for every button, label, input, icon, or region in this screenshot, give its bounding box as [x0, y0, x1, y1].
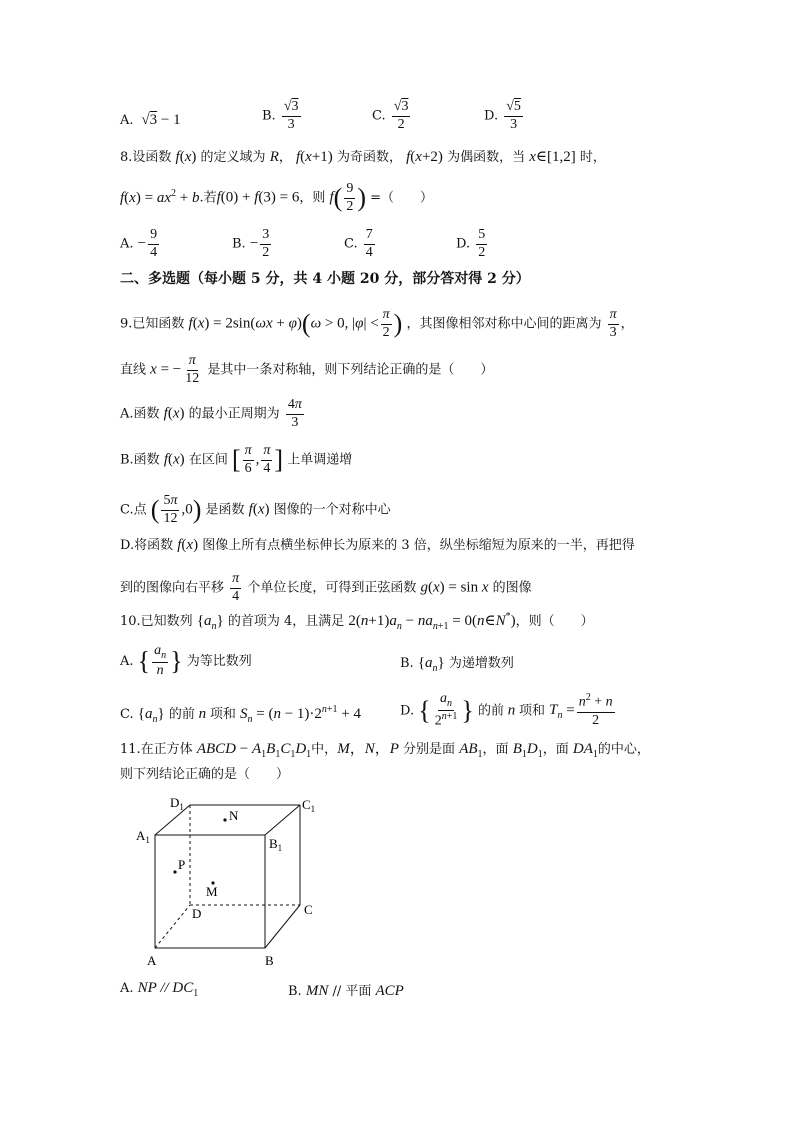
q10-text: ，则（ ）: [515, 614, 594, 629]
math-frac: $\frac{√3}{3}$: [283, 99, 299, 132]
math: f(x): [163, 405, 185, 422]
q10-option-b: [400, 652, 514, 674]
math: f: [329, 189, 334, 206]
q9-text: 9.已知函数: [120, 316, 185, 332]
point-n: [223, 818, 226, 821]
math: √3 − 1: [137, 112, 181, 128]
math: $AB_1$: [459, 741, 483, 760]
q9-line-1: 9.已知函数 f(x) = 2sin(ωx + φ)(ω > 0, |φ| < $\frac{\pi}{2}$ ) ，其图像相邻对称中心间的距离为 $\frac{\pi}{3}$ ，: [120, 307, 634, 340]
q11-text: ，面: [542, 742, 569, 757]
q9-option-a: [120, 398, 306, 430]
option-letter: A.: [120, 653, 134, 669]
math: ): [192, 495, 202, 525]
math-frac: $\frac{\pi}{4}$: [232, 571, 240, 604]
math: n: [504, 702, 519, 719]
math: M，N，P: [337, 741, 399, 757]
q8-text: ，则: [299, 190, 326, 206]
math: x: [184, 149, 192, 165]
math: $\{a_n\}$: [417, 655, 445, 674]
math-frac: $\frac{\pi}{4}$: [263, 443, 271, 476]
q9-line-2: [120, 354, 493, 386]
math: $T_n$ =: [549, 702, 575, 722]
q9-text: 是函数: [205, 502, 245, 518]
math: ): [357, 183, 367, 213]
label-p: P: [178, 857, 186, 872]
math: }: [170, 646, 183, 676]
q11-text: 的中心，: [597, 742, 650, 757]
point-p: [173, 870, 176, 873]
q7-option-a: [120, 112, 181, 129]
q10-text: 项和: [519, 703, 546, 719]
option-letter: A.: [120, 981, 134, 996]
option-letter: A.: [120, 236, 134, 252]
math: $2(n+1)a_n - na_{n+1}$ = 0(n∈N*): [348, 611, 516, 632]
math: $B_1D_1$: [512, 741, 543, 760]
math: (: [333, 183, 343, 213]
math: $\{a_n\}$: [137, 706, 165, 725]
q9-text: 图像的一个对称中心: [273, 502, 391, 518]
label-a1: $A_1$: [136, 828, 150, 845]
q9-option-c: [120, 494, 391, 526]
q9-text: 图像上所有点横坐标伸长为原来的 3 倍，纵坐标缩短为原来的一半，再把得: [202, 538, 635, 553]
q8-text: 为偶函数，当: [447, 150, 526, 165]
math: n: [194, 706, 210, 722]
math-frac: $\frac{a_n}{2^{n+1}}$: [434, 691, 458, 729]
option-letter: B.: [232, 236, 246, 252]
math-frac: $\frac{7}{4}$: [365, 227, 373, 260]
q10-text: 为递增数列: [448, 656, 514, 671]
edge-ad-hidden: [155, 905, 190, 948]
option-letter: B.: [400, 656, 414, 671]
q11-line-2: 则下列结论正确的是（ ）: [120, 767, 290, 782]
q11-option-b: [288, 980, 404, 1000]
math: $\{a_n\}$: [196, 613, 224, 632]
q9-text: 到的图像向右平移: [120, 580, 225, 596]
math: R: [269, 149, 279, 165]
math: (: [150, 495, 160, 525]
q9-text: A.函数: [120, 406, 160, 422]
option-letter: C.: [344, 236, 358, 252]
label-b: B: [265, 953, 274, 968]
q11-text: ，面: [482, 742, 509, 757]
math: $f(x) = ax^2 + b$: [120, 187, 200, 206]
q11-line-1: [120, 742, 650, 760]
math: x∈[1,2]: [529, 149, 576, 165]
math: −: [137, 235, 147, 252]
q10-text: 项和: [209, 707, 236, 722]
q10-text: 10.已知数列: [120, 614, 193, 629]
q8-option-a: [120, 228, 161, 260]
label-c: C: [304, 902, 313, 917]
math: (: [179, 149, 185, 165]
q9-option-d-line-1: [120, 538, 635, 553]
q11-text: // 平面: [332, 984, 372, 999]
q9-text: 个单位长度，可得到正弦函数: [247, 580, 417, 596]
q8-line-1: 8.设函数 f(x) 的定义域为 R， f(x+1) 为奇函数， f(x+2) 为偶函数，当 x∈[1,2] 时，: [120, 149, 606, 165]
math-frac: $\frac{\pi}{12}$: [185, 353, 200, 386]
q9-text: 是其中一条对称轴，则下列结论正确的是（ ）: [207, 362, 494, 378]
label-a: A: [147, 953, 157, 968]
q9-text: 的最小正周期为: [188, 406, 280, 422]
q10-line-1: [120, 612, 594, 632]
q8-text: .若: [199, 190, 217, 206]
label-m: M: [206, 884, 218, 899]
q8-text: 为奇函数，: [336, 150, 402, 165]
option-letter: B.: [262, 108, 276, 124]
q9-text: 直线: [120, 362, 147, 378]
math-frac: $\frac{5\pi}{12}$: [163, 493, 178, 526]
option-letter: C.: [120, 707, 134, 722]
math: ): [191, 149, 197, 165]
math: f(x): [163, 451, 185, 468]
q10-text: 为等比数列: [186, 653, 252, 669]
section-heading: 二、多选题（每小题 5 分，共 4 小题 20 分，部分答对得 2 分）: [120, 271, 530, 287]
math-frac: $\frac{n^2 + n}{2}$: [578, 692, 613, 728]
math: ,: [255, 451, 260, 468]
math: {: [418, 695, 431, 725]
q9-text: ，其图像相邻对称中心间的距离为: [406, 316, 602, 332]
q10-text: 的前: [477, 703, 504, 719]
math-frac: $\frac{\pi}{2}$: [382, 307, 390, 340]
math: ): [393, 309, 403, 339]
q11-text: 分别是面: [403, 742, 456, 757]
option-letter: D.: [484, 108, 499, 124]
option-letter: D.: [400, 703, 415, 719]
q10-option-a: [120, 644, 252, 679]
q10-option-d: [400, 692, 617, 730]
label-d: D: [192, 906, 202, 921]
q9-text: D.将函数: [120, 538, 174, 553]
math: [: [231, 445, 241, 475]
math: (: [301, 309, 311, 339]
math: f: [296, 149, 301, 165]
math: f(0) + f(3) = 6: [216, 189, 300, 206]
q9-text: B.函数: [120, 452, 160, 468]
math-frac: $\frac{a_n}{n}$: [154, 643, 167, 679]
math: ω > 0, |φ| <: [310, 315, 379, 332]
cube-figure: [130, 790, 330, 970]
q10-option-c: [120, 703, 361, 725]
q8-option-d: [456, 228, 489, 260]
math: NP // $DC_1$: [137, 980, 199, 999]
q11-option-a: [120, 980, 198, 999]
math: f(x) = 2sin(ωx + φ): [188, 315, 302, 332]
math: {: [137, 646, 151, 676]
q9-option-d-line-2: [120, 572, 532, 604]
q9-text: 在区间: [188, 452, 228, 468]
math-frac: $\frac{4\pi}{3}$: [287, 397, 302, 430]
math: x = −: [150, 361, 182, 378]
math-frac: $\frac{9}{2}$: [346, 181, 354, 214]
math-frac: $\frac{\pi}{3}$: [609, 307, 617, 340]
q8-text: 8.设函数: [120, 150, 172, 165]
q8-text: =（ ）: [370, 190, 434, 206]
option-letter: A.: [120, 113, 134, 128]
math: $DA_1$: [572, 741, 598, 760]
math-frac: $\frac{5}{2}$: [478, 227, 486, 260]
q8-option-c: [344, 228, 377, 260]
q7-option-d: [484, 100, 525, 132]
math-frac: $\frac{3}{2}$: [262, 227, 270, 260]
math-frac: $\frac{√5}{3}$: [506, 99, 521, 132]
math: f(x): [177, 537, 199, 553]
math-frac: $\frac{\pi}{6}$: [244, 443, 252, 476]
math: MN: [305, 983, 329, 999]
math-frac: $\frac{9}{4}$: [150, 227, 158, 260]
q9-text: 的图像: [492, 580, 532, 596]
q8-option-b: [232, 228, 273, 260]
math: f(x): [248, 501, 270, 518]
q8-text: 时，: [579, 150, 606, 165]
math: f: [175, 149, 180, 165]
math: (x+2): [410, 149, 443, 165]
math: ,0: [181, 501, 193, 518]
label-n: N: [229, 808, 239, 823]
q9-text: 上单调递增: [287, 452, 353, 468]
label-d1: $D_1$: [170, 795, 184, 812]
q9-option-b: [120, 444, 352, 476]
math-frac: $\frac{√3}{2}$: [393, 99, 409, 132]
math: −: [249, 235, 259, 252]
q10-text: 的前: [168, 707, 195, 722]
edge-bc: [265, 905, 300, 948]
math: ABCD − $A_1B_1C_1D_1$: [196, 741, 312, 760]
label-b1: $B_1$: [269, 836, 283, 853]
option-letter: D.: [456, 236, 471, 252]
math: g(x) = sin x: [420, 579, 489, 596]
q10-text: 的首项为 4，且满足: [227, 614, 345, 629]
q8-text: 的定义域为: [200, 150, 266, 165]
option-letter: C.: [372, 108, 386, 124]
math: $S_n = (n - 1)\cdot 2^{n+1} + 4$: [239, 704, 362, 725]
math-text: NP // DC: [137, 980, 194, 996]
q7-option-b: [262, 100, 303, 132]
label-c1: $C_1$: [302, 797, 316, 814]
math: }: [461, 695, 474, 725]
q11-text: 中，: [311, 742, 338, 757]
edge-b1c1: [265, 805, 300, 835]
q8-line-2: [120, 182, 433, 214]
math: ACP: [375, 983, 404, 999]
math: f: [406, 149, 411, 165]
q7-option-c: [372, 100, 412, 132]
q11-text: 11.在正方体: [120, 742, 193, 757]
math: ]: [274, 445, 284, 475]
math: (x+1): [300, 149, 333, 165]
option-letter: B.: [288, 984, 302, 999]
q9-text: C.点: [120, 502, 147, 518]
